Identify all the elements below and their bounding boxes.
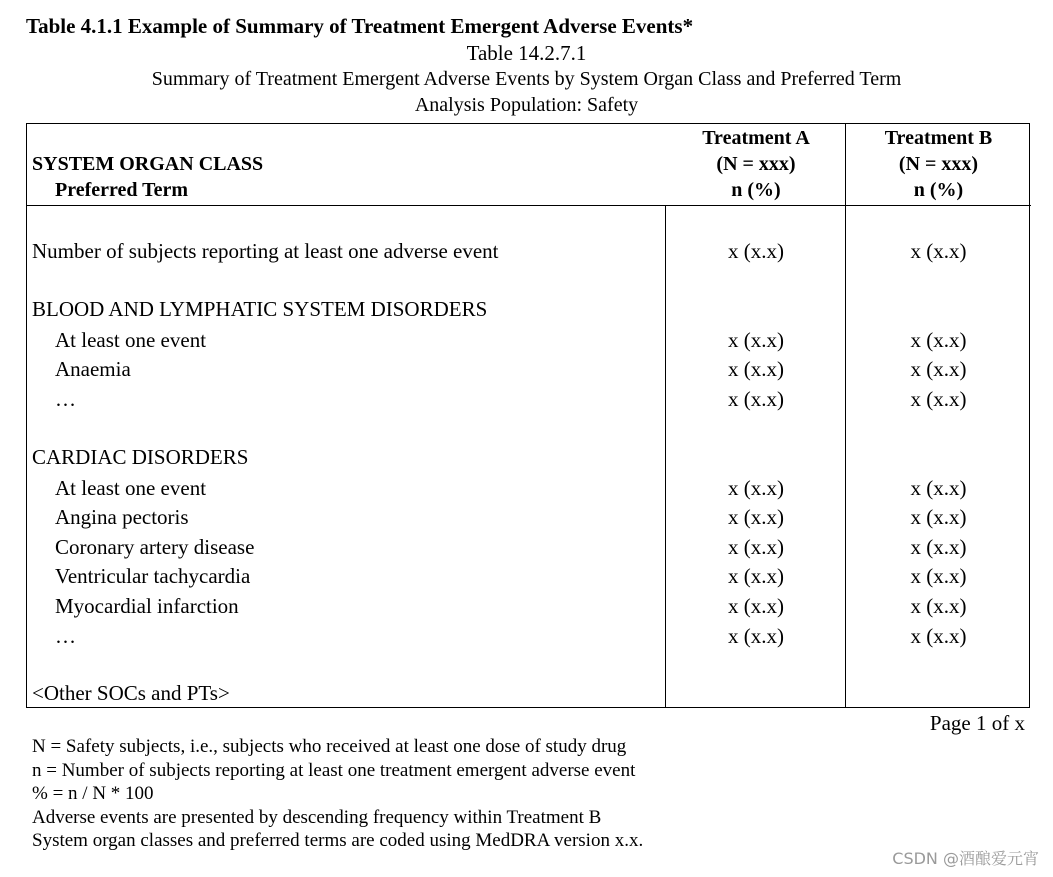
- value-treatment-a: x (x.x): [728, 624, 784, 648]
- column-header-treatment-b: [846, 125, 1031, 203]
- column-header-treatment-a: [666, 125, 846, 203]
- table-row: [26, 325, 1031, 355]
- value-treatment-a: x (x.x): [728, 564, 784, 588]
- value-treatment-a: x (x.x): [728, 328, 784, 352]
- pt-label: …: [55, 624, 76, 648]
- value-treatment-a: x (x.x): [728, 239, 784, 263]
- footnote: Adverse events are presented by descending frequency within Treatment B: [32, 806, 602, 828]
- pt-label: Ventricular tachycardia: [55, 564, 251, 588]
- pt-label: Myocardial infarction: [55, 594, 239, 618]
- value-treatment-b: x (x.x): [910, 476, 967, 500]
- table-row: [26, 591, 1031, 621]
- footnote: System organ classes and preferred terms are coded using MedDRA version x.x.: [32, 830, 644, 851]
- value-treatment-a: x (x.x): [728, 535, 784, 559]
- table-row: [26, 561, 1031, 591]
- pt-label: Anaemia: [55, 357, 131, 381]
- value-treatment-b: x (x.x): [910, 387, 967, 411]
- value-treatment-b: x (x.x): [910, 357, 967, 381]
- value-treatment-b: x (x.x): [910, 505, 967, 529]
- value-treatment-a: x (x.x): [728, 476, 784, 500]
- value-treatment-b: x (x.x): [910, 535, 967, 559]
- watermark: CSDN @酒酿爱元宵: [892, 849, 1039, 868]
- document-caption: Table 4.1.1 Example of Summary of Treatment Emergent Adverse Events*: [26, 14, 694, 38]
- footnote: % = n / N * 100: [32, 783, 154, 804]
- pt-label: At least one event: [55, 476, 207, 500]
- treatment-b-n: (N = xxx): [898, 153, 979, 175]
- table-row-other-socs: [26, 678, 1031, 708]
- soc-label: CARDIAC DISORDERS: [32, 445, 249, 469]
- treatment-a-n: (N = xxx): [716, 153, 796, 175]
- table-row: [26, 384, 1031, 414]
- treatment-a-name: Treatment A: [702, 127, 810, 149]
- column-header-soc: [32, 151, 263, 203]
- value-treatment-a: x (x.x): [728, 387, 784, 411]
- treatment-b-name: Treatment B: [884, 127, 993, 149]
- analysis-population: Analysis Population: Safety: [414, 94, 639, 116]
- table-row: [26, 354, 1031, 384]
- value-treatment-a: x (x.x): [728, 505, 784, 529]
- table-number: Table 14.2.7.1: [466, 41, 587, 65]
- table-row: [26, 502, 1031, 532]
- table-row: [26, 473, 1031, 503]
- footnote: N = Safety subjects, i.e., subjects who received at least one dose of study drug: [32, 736, 627, 757]
- pt-label: Angina pectoris: [55, 505, 189, 529]
- value-treatment-a: x (x.x): [728, 357, 784, 381]
- value-treatment-b: x (x.x): [910, 594, 967, 618]
- footnote: n = Number of subjects reporting at least one treatment emergent adverse event: [32, 759, 636, 781]
- page-number: Page 1 of x: [929, 711, 1025, 735]
- table-row: [26, 532, 1031, 562]
- value-treatment-b: x (x.x): [910, 328, 967, 352]
- value-treatment-b: x (x.x): [910, 239, 967, 263]
- row-label: Number of subjects reporting at least one adverse event: [32, 239, 499, 263]
- value-treatment-a: x (x.x): [728, 594, 784, 618]
- table-title: Summary of Treatment Emergent Adverse Events by System Organ Class and Preferred Term: [151, 68, 902, 90]
- value-treatment-b: x (x.x): [910, 564, 967, 588]
- treatment-a-stat: n (%): [731, 179, 781, 201]
- soc-label: BLOOD AND LYMPHATIC SYSTEM DISORDERS: [32, 297, 488, 321]
- treatment-b-stat: n (%): [913, 179, 964, 201]
- footnotes: [32, 735, 643, 853]
- pt-label: Coronary artery disease: [55, 535, 255, 559]
- pt-header-label: Preferred Term: [55, 179, 189, 201]
- header-divider: [26, 205, 1031, 206]
- table-row: [26, 621, 1031, 651]
- pt-label: At least one event: [55, 328, 207, 352]
- row-label: <Other SOCs and PTs>: [32, 681, 230, 705]
- table-row-overall: [26, 236, 1031, 266]
- value-treatment-b: x (x.x): [910, 624, 967, 648]
- pt-label: …: [55, 387, 76, 411]
- soc-header-label: SYSTEM ORGAN CLASS: [32, 153, 264, 175]
- soc-row-cardiac: [26, 442, 1031, 472]
- soc-row-blood: [26, 294, 1031, 324]
